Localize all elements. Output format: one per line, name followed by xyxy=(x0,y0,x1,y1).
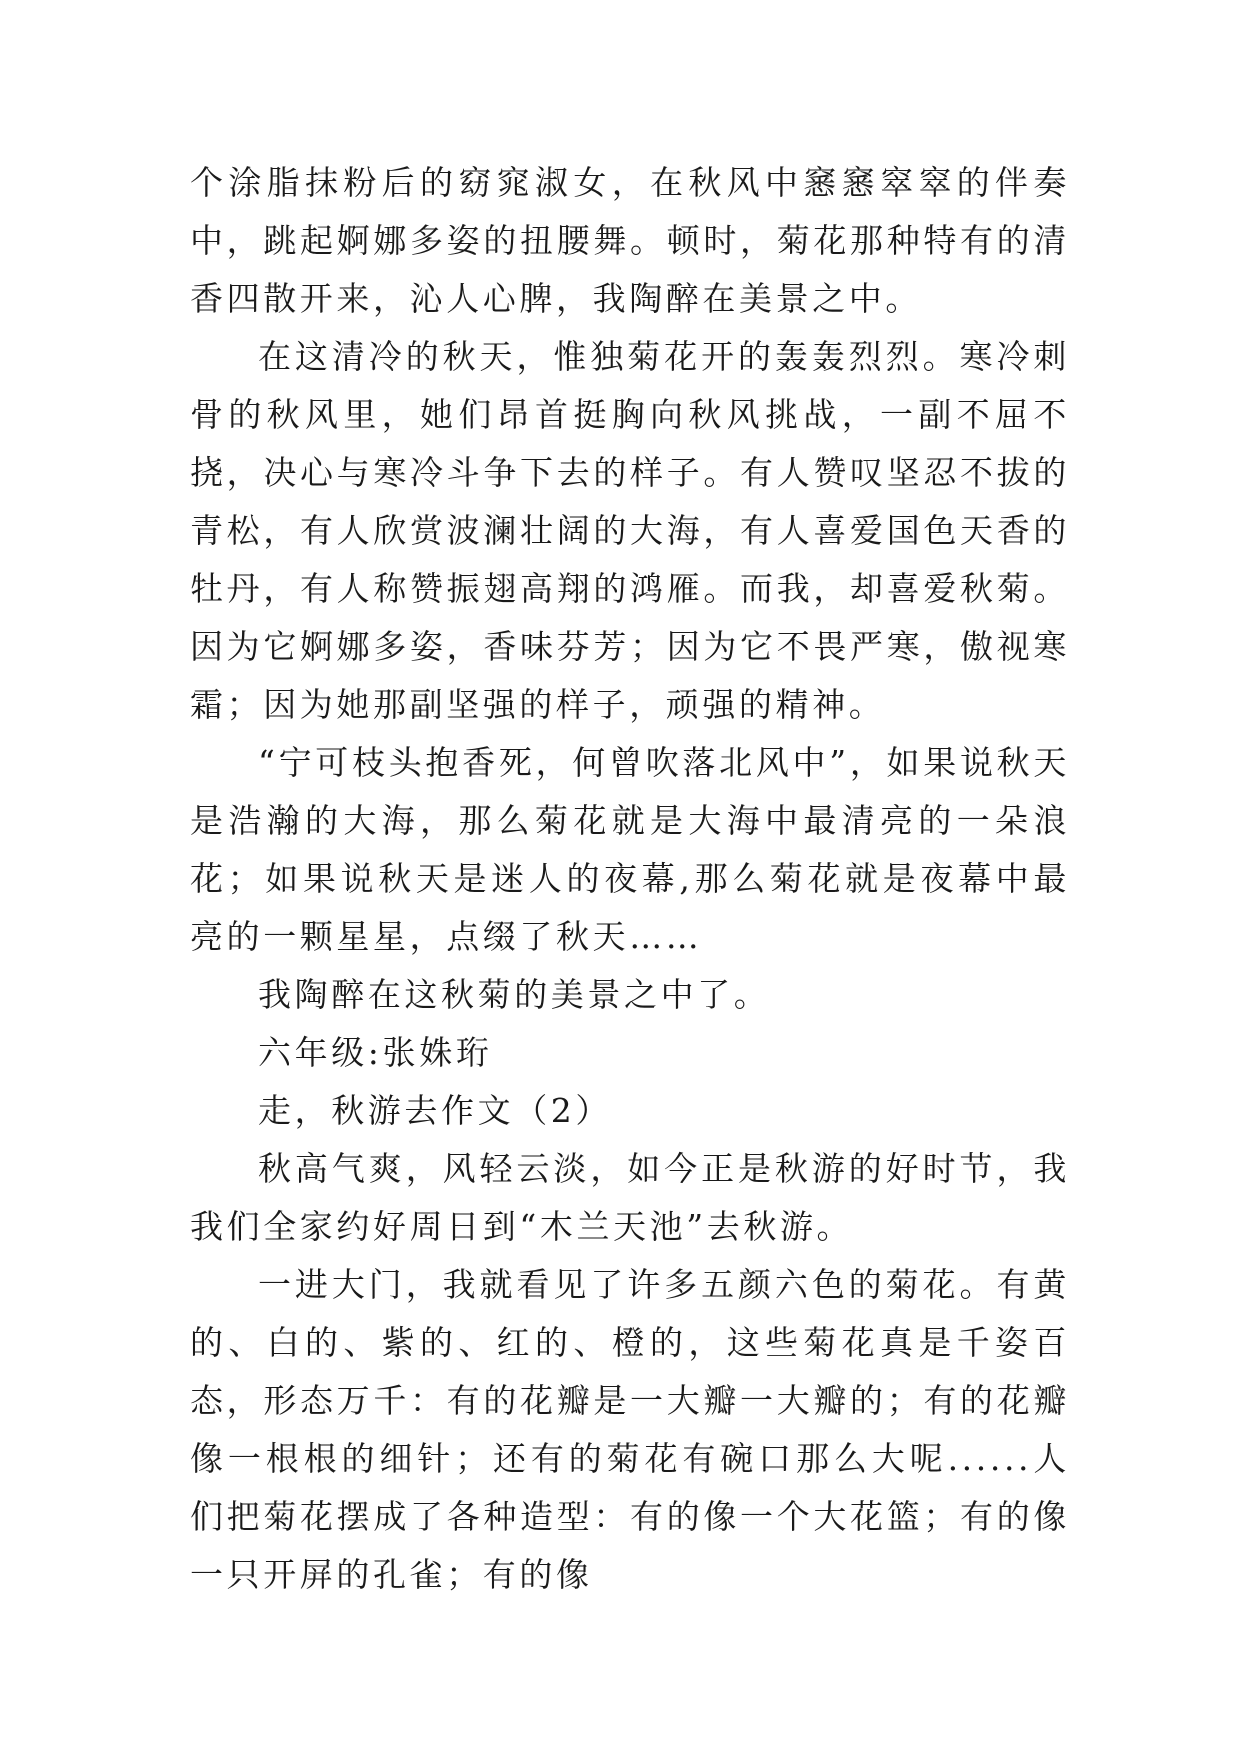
paragraph-2: 在这清冷的秋天，惟独菊花开的轰轰烈烈。寒冷刺骨的秋风里，她们昂首挺胸向秋风挑战，一副不屈不挠，决心与寒冷斗争下去的样子。有人赞叹坚忍不拔的青松，有人欣赏波澜壮阔的大海，有人喜爱国色天香的牡丹，有人称赞振翅高翔的鸿雁。而我，却喜爱秋菊。因为它婀娜多姿，香味芬芳；因为它不畏严寒，傲视寒霜；因为她那副坚强的样子，顽强的精神。 xyxy=(190,337,1070,724)
document-page xyxy=(190,154,1070,1604)
paragraph-4: 我陶醉在这秋菊的美景之中了。 xyxy=(258,975,771,1014)
author-line: 六年级:张姝珩 xyxy=(258,1033,493,1072)
section-title: 走，秋游去作文（2） xyxy=(258,1091,612,1130)
paragraph-3: “宁可枝头抱香死，何曾吹落北风中”，如果说秋天是浩瀚的大海，那么菊花就是大海中最清亮的一朵浪花；如果说秋天是迷人的夜幕,那么菊花就是夜幕中最亮的一颗星星，点缀了秋天…… xyxy=(190,743,1070,956)
paragraph-6: 一进大门，我就看见了许多五颜六色的菊花。有黄的、白的、紫的、红的、橙的，这些菊花真是千姿百态，形态万千：有的花瓣是一大瓣一大瓣的；有的花瓣像一根根的细针；还有的菊花有碗口那么大呢......人们把菊花摆成了各种造型：有的像一个大花篮；有的像一只开屏的孔雀；有的像 xyxy=(190,1265,1070,1594)
paragraph-1: 个涂脂抹粉后的窈窕淑女，在秋风中窸窸窣窣的伴奏中，跳起婀娜多姿的扭腰舞。顿时，菊花那种特有的清香四散开来，沁人心脾，我陶醉在美景之中。 xyxy=(190,163,1070,318)
paragraph-5: 秋高气爽，风轻云淡，如今正是秋游的好时节，我我们全家约好周日到“木兰天池”去秋游。 xyxy=(190,1149,1070,1246)
